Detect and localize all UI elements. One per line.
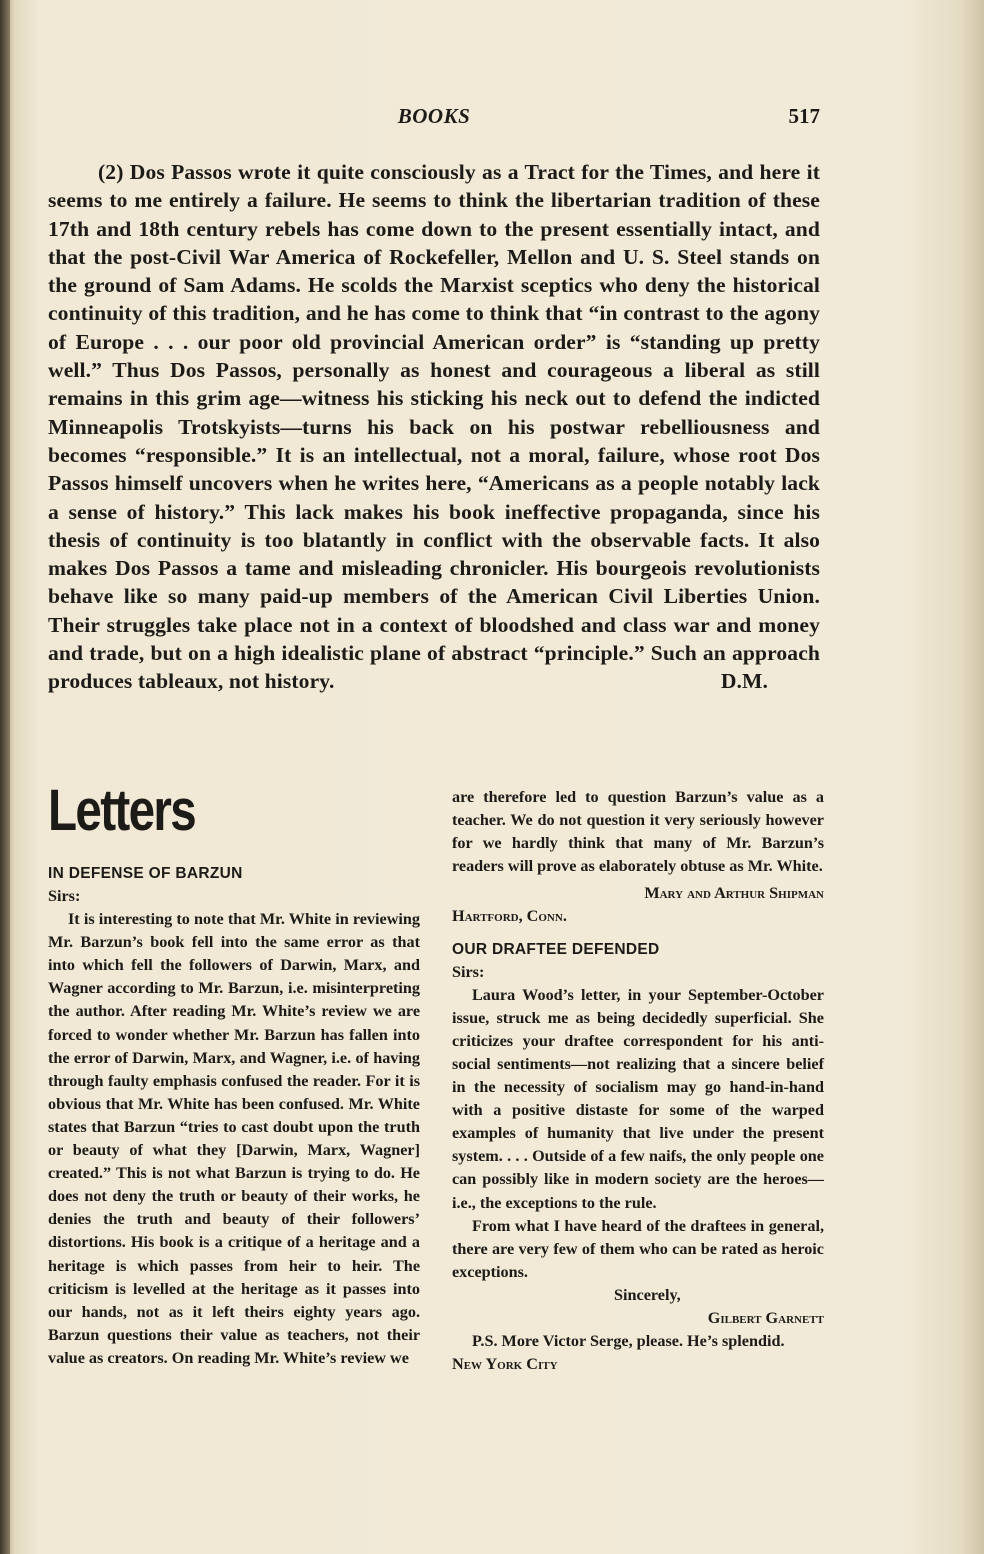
letter2-body2: From what I have heard of the draftees in general, there are very few of them who can be rated as heroic exceptions. [452, 1216, 824, 1281]
letter2-title: OUR DRAFTEE DEFENDED [452, 940, 660, 958]
essay-paragraph [48, 158, 820, 696]
book-spine-shadow [0, 0, 10, 1554]
letter2-closing: Sincerely, [614, 1285, 681, 1304]
essay-text [48, 158, 820, 696]
running-title: BOOKS [397, 104, 471, 128]
letter1-title: IN DEFENSE OF BARZUN [48, 865, 243, 882]
page-number: 517 [788, 104, 820, 128]
letter1-body-continued: are therefore led to question Barzun’s value as a teacher. We do not question it very seriously however for we hardly think that many of Mr. Barzun’s readers will prove as elaborately obtuse as Mr. White. [452, 788, 824, 876]
letter-column-left [48, 863, 420, 1370]
letters-heading: Letters [48, 778, 196, 843]
letter-column-right [452, 786, 824, 1376]
page-header [48, 104, 820, 134]
letter2-body1: Laura Wood’s letter, in your September-October issue, struck me as being decidedly superficial. She criticizes your draftee correspondent for his anti-social sentiments—not realizing that a sincere belief in the necessity of socialism may go hand-in-hand with a positive distaste for some of the warped examples of humanity that live under the present system. . . . Outside of a few naifs, the only people one can possibly like in modern society are the heroes—i.e., the exceptions to the rule. [452, 985, 824, 1212]
letter2-place: New York City [452, 1355, 558, 1374]
letter1-place: Hartford, Conn. [452, 907, 567, 926]
letter1-signer: Mary and Arthur Shipman [644, 884, 824, 903]
essay-paragraph-text: (2) Dos Passos wrote it quite consciously as a Tract for the Times, and here it seems to me entirely a failure. He seems to think the libertarian tradition of these 17th and 18th century rebels has come down to the present essentially intact, and that the post-Civil War America of Rockefeller, Mellon and U. S. Steel stands on the ground of Sam Adams. He scolds the Marxist sceptics who deny the historical continuity of this tradition, and he has come to think that “in contrast to the agony of Europe . . . our poor old provincial American order” is “standing up pretty well.” Thus Dos Passos, personally as honest and courageous a liberal as still remains in this grim age—witness his sticking his neck out to defend the indicted Minneapolis Trotskyists—turns his back on his postwar rebelliousness and becomes “responsible.” It is an intellectual, not a moral, failure, whose root Dos Passos himself uncovers when he writes here, “Americans as a people notably lack a sense of history.” This lack makes his book ineffective propaganda, since his thesis of continuity is too blatantly in conflict with the observable facts. It also makes Dos Passos a tame and misleading chronicler. His bourgeois revolutionists behave like so many paid-up members of the American Civil Liberties Union. Their struggles take place not in a context of bloodshed and class war and money and trade, but on a high idealistic plane of abstract “principle.” Such an approach produces tableaux, not history. [48, 160, 820, 694]
letter1-salutation: Sirs: [48, 887, 81, 905]
letter2-postscript: P.S. More Victor Serge, please. He’s splendid. [472, 1332, 785, 1351]
letter2-salutation: Sirs: [452, 962, 485, 981]
letter1-body: It is interesting to note that Mr. White in reviewing Mr. Barzun’s book fell into the same error as that into which fell the followers of Darwin, Marx, and Wagner according to Mr. Barzun, i.e. misinterpreting the author. After reading Mr. White’s review we are forced to wonder whether Mr. Barzun has fallen into the error of Darwin, Marx, and Wagner, i.e. of having through faulty emphasis confused the reader. For it is obvious that Mr. White has been confused. Mr. White states that Barzun “tries to cast doubt upon the truth or beauty of what they [Darwin, Marx, Wagner] created.” This is not what Barzun is trying to do. He does not deny the truth or beauty of their works, he denies the truth and beauty of their followers’ distortions. His book is a critique of a heritage and a heritage is which passes from heir to heir. The criticism is levelled at the heritage as it passes into our hands, not as it left theirs eighty years ago. Barzun questions their value as teachers, not their value as creators. On reading Mr. White’s review we [48, 910, 420, 1367]
letter-separator [452, 929, 824, 939]
essay-signature: D.M. [720, 669, 768, 694]
letter2-signer: Gilbert Garnett [707, 1308, 824, 1327]
